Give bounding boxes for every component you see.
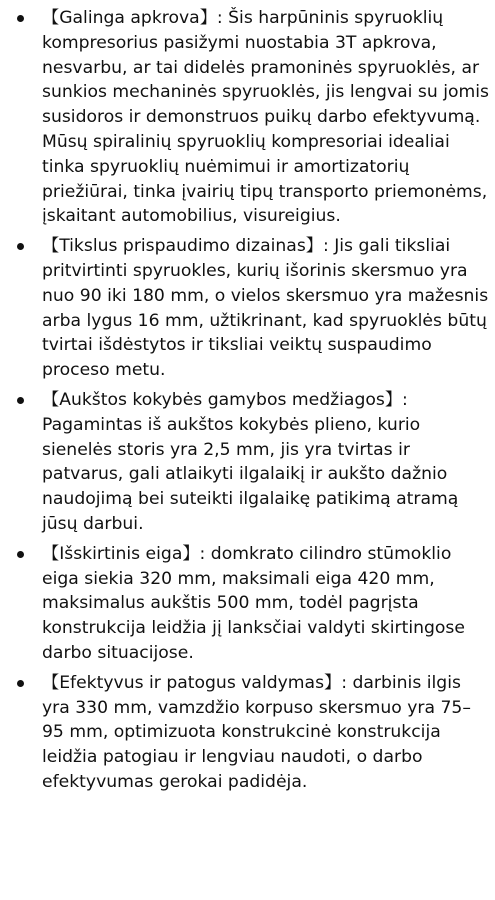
bullet-dot-icon [17,397,24,404]
feature-text: 【Galinga apkrova】: Šis harpūninis spyruoklių kompresorius pasižymi nuostabia 3T apkrova, nesvarbu, ar tai didelės pramoninės spyruoklės, ar sunkios mechaninės spyruoklės, jis lengvai su jomis susidoros ir demonstruos puikų darbo efektyvumą. Mūsų spiralinių spyruoklių kompresoriai idealiai tinka spyruoklių nuėmimui ir amortizatorių priežiūrai, tinka įvairių tipų transporto priemonėms, įskaitant automobilius, visureigius. [42,8,489,227]
feature-text: 【Tikslus prispaudimo dizainas】: Jis gali tiksliai pritvirtinti spyruokles, kurių išorinis skersmuo yra nuo 90 iki 180 mm, o vielos skersmuo yra mažesnis arba lygus 16 mm, užtikrinant, kad spyruoklės būtų tvirtai išdėstytos ir tiksliai veiktų suspaudimo proceso metu. [42,236,489,381]
feature-text: 【Aukštos kokybės gamybos medžiagos】: Pagamintas iš aukštos kokybės plieno, kurio sienelės storis yra 2,5 mm, jis yra tvirtas ir patvarus, gali atlaikyti ilgalaikį ir aukšto dažnio naudojimą bei suteikti ilgalaikę patikimą atramą jūsų darbui. [42,389,459,534]
feature-item-clamping-design [0,234,495,383]
feature-item-stroke [0,542,495,666]
feature-item-materials [0,388,495,537]
feature-text: 【Efektyvus ir patogus valdymas】: darbinis ilgis yra 330 mm, vamzdžio korpuso skersmuo yra 75–95 mm, optimizuota konstrukcinė konstrukcija leidžia patogiau ir lengviau naudoti, o darbo efektyvumas gerokai padidėja. [42,672,471,792]
feature-item-load-capacity [0,6,495,229]
bullet-dot-icon [17,551,24,558]
bullet-dot-icon [17,15,24,22]
feature-text: 【Išskirtinis eiga】: domkrato cilindro stūmoklio eiga siekia 320 mm, maksimali eiga 420 mm, maksimalus aukštis 500 mm, todėl pagrįsta konstrukcija leidžia jį lanksčiai valdyti skirtingose darbo situacijose. [42,543,465,663]
bullet-dot-icon [17,243,24,250]
feature-item-operation [0,671,495,795]
bullet-dot-icon [17,680,24,687]
